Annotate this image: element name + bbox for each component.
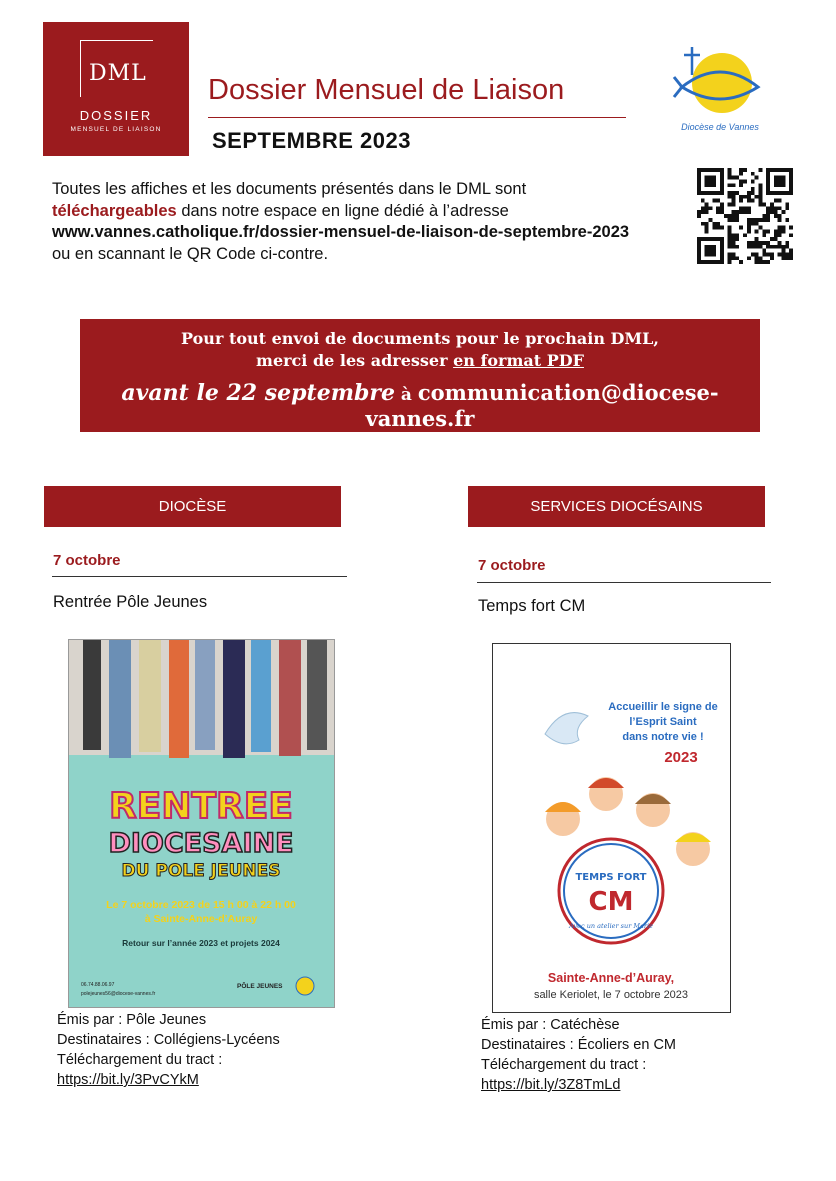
poster-mail: polejeunes56@diocese-vannes.fr	[81, 991, 156, 997]
pdf-format: en format PDF	[453, 351, 584, 370]
download-label: Téléchargement du tract :	[57, 1052, 223, 1068]
dml-monogram: DML	[80, 40, 153, 97]
intro-line: Toutes les affiches et les documents présentés dans le DML sont	[52, 180, 527, 198]
title-divider	[208, 117, 626, 118]
poster-brand: PÔLE JEUNES	[237, 983, 283, 990]
divider	[477, 582, 771, 583]
dml-logo	[43, 22, 189, 156]
download-link[interactable]: https://bit.ly/3Z8TmLd	[481, 1077, 621, 1093]
poster-temps-fort-cm[interactable]	[492, 643, 731, 1013]
event-title: Temps fort CM	[478, 597, 586, 615]
section-diocese: DIOCÈSE	[44, 486, 341, 527]
notice-line	[80, 351, 760, 370]
poster-place: Sainte-Anne-d’Auray,	[547, 971, 675, 985]
issue-month: SEPTEMBRE 2023	[212, 128, 411, 153]
poster-q3: dans notre vie !	[622, 731, 704, 743]
poster-illustration	[69, 640, 334, 1007]
issuer: Émis par : Catéchèse	[481, 1017, 620, 1033]
intro-url[interactable]: www.vannes.catholique.fr/dossier-mensuel-de-liaison-de-septembre-2023	[52, 223, 630, 241]
event-date: 7 octobre	[53, 552, 121, 569]
qr-code-icon[interactable]	[697, 168, 793, 264]
diocese-caption: Diocèse de Vannes	[681, 122, 759, 132]
section-services: SERVICES DIOCÉSAINS	[468, 486, 765, 527]
event-date: 7 octobre	[478, 557, 546, 574]
poster-rentree-pole-jeunes[interactable]	[68, 639, 335, 1008]
poster-detail: salle Keriolet, le 7 octobre 2023	[533, 989, 689, 1001]
poster-q1: Accueillir le signe de	[608, 701, 718, 713]
page-title: Dossier Mensuel de Liaison	[208, 74, 565, 106]
poster-badge-2: CM	[588, 887, 634, 917]
contact-email[interactable]: communication@diocese-vannes.fr	[365, 380, 719, 431]
logo-subtitle: MENSUEL DE LIAISON	[70, 126, 162, 133]
poster-when: Le 7 octobre 2023 de 15 h 00 à 22 h 00	[106, 899, 296, 911]
download-link[interactable]: https://bit.ly/3PvCYkM	[57, 1072, 199, 1088]
downloadable-highlight: téléchargeables	[52, 201, 177, 220]
poster-q2: l’Esprit Saint	[629, 716, 697, 728]
event-title: Rentrée Pôle Jeunes	[53, 593, 208, 611]
notice-line: Pour tout envoi de documents pour le prochain DML,	[181, 329, 659, 348]
event-meta	[481, 1015, 676, 1095]
poster-phone: 06.74.88.06.97	[81, 982, 115, 988]
intro-text-fragment: dans notre espace en ligne dédié à l’adresse	[176, 201, 509, 220]
intro-text	[52, 179, 692, 265]
notice-text: à	[394, 385, 418, 405]
notice-text: merci de les adresser	[256, 351, 454, 370]
download-label: Téléchargement du tract :	[481, 1057, 647, 1073]
poster-badge-3: Avec un atelier sur Marie	[569, 922, 653, 930]
intro-line: ou en scannant le QR Code ci-contre.	[52, 244, 329, 263]
poster-title-1: RENTREE	[109, 786, 293, 827]
event-meta	[57, 1010, 280, 1090]
divider	[52, 576, 347, 577]
issuer: Émis par : Pôle Jeunes	[57, 1012, 207, 1028]
poster-title-3: DU POLE JEUNES	[121, 861, 281, 881]
poster-year: 2023	[664, 749, 698, 766]
notice-deadline-line	[80, 380, 760, 431]
poster-illustration	[493, 644, 730, 1012]
intro-line	[52, 201, 692, 223]
submission-notice	[80, 319, 760, 432]
audience: Destinataires : Écoliers en CM	[481, 1037, 677, 1053]
poster-badge-1: TEMPS FORT	[575, 872, 647, 883]
audience: Destinataires : Collégiens-Lycéens	[57, 1032, 280, 1048]
poster-title-2: DIOCESAINE	[108, 828, 294, 859]
deadline: avant le 22 septembre	[121, 380, 395, 406]
logo-word: DOSSIER	[79, 108, 153, 123]
poster-where: à Sainte-Anne-d’Auray	[144, 913, 258, 925]
poster-retour: Retour sur l’année 2023 et projets 2024	[122, 938, 280, 948]
